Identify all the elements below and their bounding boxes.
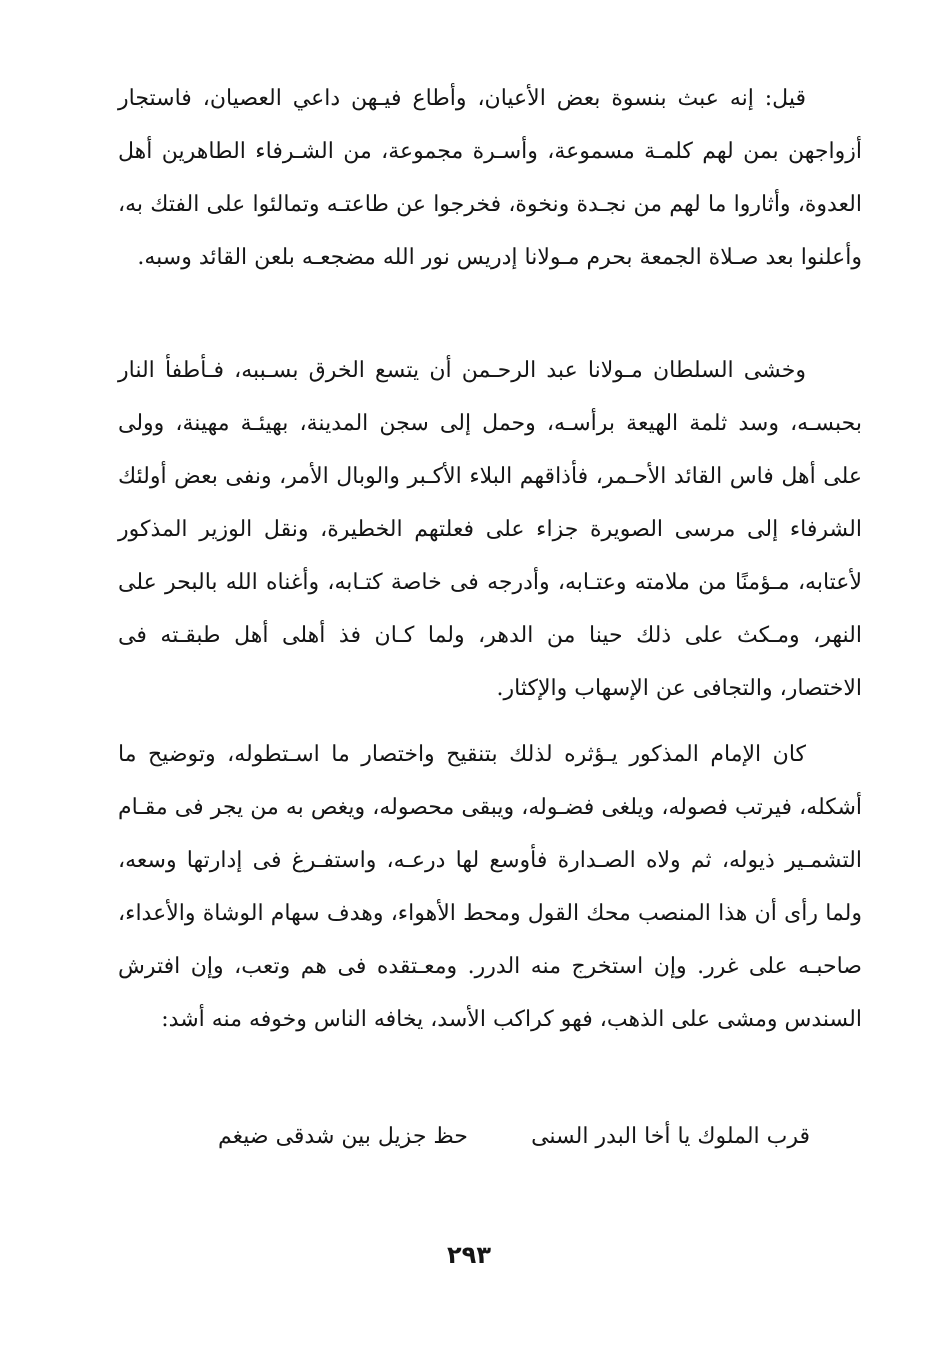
paragraph-3: كان الإمام المذكور يـؤثره لذلك بتنقيح واختصار ما اسـتطوله، وتوضيح ما أشكله، فيرتب فصوله، ويلغى فضـوله، ويبقى محصوله، ويغص به من يجر فى مقـام التشمـير ذيوله، ثم ولاه الصـدارة فأوسع لها درعـه، واستفـرغ فى إدارتها وسعه، ولما رأى أن هذا المنصب محك القول ومحط الأهواء، وهدف سهام الوشاة والأعداء، صاحبـه على غرر. وإن استخرج منه الدرر. ومعـتقده فى هم وتعب، وإن افترش السندس ومشى على الذهب، فهو كراكب الأسد، يخافه الناس وخوفه منه أشد: bbox=[118, 742, 862, 1032]
paragraph-1: قيل: إنه عبث بنسوة بعض الأعيان، وأطاع فيـهن داعي العصيان، فاستجار أزواجهن بمن لهم كلمـة مسموعة، وأسـرة مجموعة، من الشـرفاء الطاهرين أهل العدوة، وأثاروا ما لهم من نجـدة ونخوة، فخرجوا عن طاعتـه وتمالئوا على الفتك به، وأعلنوا بعد صـلاة الجمعة بحرم مـولانا إدريس نور الله مضجعـه بلعن القائد وسبه. bbox=[118, 86, 862, 270]
page-number: ٢٩٣ bbox=[447, 1241, 491, 1269]
verse-second-hemistich: حظ جزيل بين شدقى ضيغم bbox=[218, 1124, 468, 1149]
poem-verse bbox=[200, 1112, 820, 1162]
paragraph-2: وخشى السلطان مـولانا عبد الرحـمن أن يتسع الخرق بسـببه، فـأطفأ النار بحبسـه، وسد ثلمة الهيعة برأسـه، وحمل إلى سجن المدينة، بهيئـة مهينة، وولى على أهل فاس القائد الأحـمر، فأذاقهم البلاء الأكـبر والوبال الأمر، ونفى بعض أولئك الشرفاء إلى مرسى الصويرة جزاء على فعلتهم الخطيرة، ونقل الوزير المذكور لأعتابه، مـؤمنًا من ملامته وعتـابه، وأدرجه فى خاصة كتـابه، وأغناه الله بالبحر على النهر، ومـكث على ذلك حينا من الدهر، ولما كـان فذ أهلى أهل طبقـته فى الاختصار، والتجافى عن الإسهاب والإكثار. bbox=[118, 358, 862, 701]
verse-first-hemistich: قرب الملوك يا أخا البدر السنى bbox=[531, 1124, 810, 1149]
